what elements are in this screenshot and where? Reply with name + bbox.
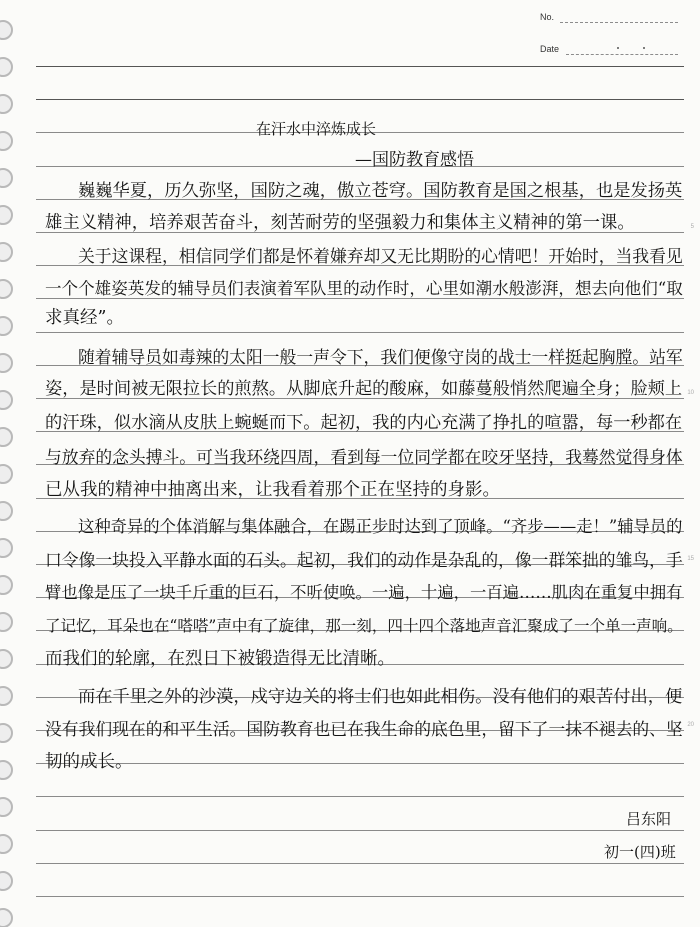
binding-hole (0, 57, 13, 77)
binding-hole (0, 538, 13, 558)
binding-hole (0, 353, 13, 373)
line-number: 5 (690, 224, 694, 230)
essay-line: 臂也像是压了一块千斤重的巨石，不听使唤。一遍，十遍，一百遍……肌肉在重复中拥有 (45, 583, 683, 602)
date-field-line (566, 54, 678, 55)
binding-hole (0, 390, 13, 410)
spiral-binding (0, 0, 22, 927)
binding-hole (0, 94, 13, 114)
line-number: 15 (687, 556, 694, 562)
binding-hole (0, 686, 13, 706)
binding-hole (0, 316, 13, 336)
binding-hole (0, 279, 13, 299)
ruled-line (36, 896, 684, 897)
binding-hole (0, 834, 13, 854)
essay-subtitle: —国防教育感悟 (355, 150, 474, 170)
essay-line: 口令像一块投入平静水面的石头。起初，我们的动作是杂乱的，像一群笨拙的雏鸟，手 (45, 550, 683, 570)
essay-line: 而在千里之外的沙漠，戍守边关的将士们也如此相伤。没有他们的艰苦付出，便 (78, 687, 683, 707)
essay-title: 在汗水中淬炼成长 (256, 120, 377, 138)
essay-line: 一个个雄姿英发的辅导员们表演着军队里的动作时，心里如潮水般澎湃，想去向他们“取 (45, 279, 683, 298)
essay-line: 求真经”。 (45, 308, 124, 328)
date-separator-dot (617, 47, 619, 49)
essay-line: 姿，是时间被无限拉长的煎熬。从脚底升起的酸麻，如藤蔓般悄然爬遍全身；脸颊上 (45, 379, 683, 399)
binding-hole (0, 205, 13, 225)
essay-line: 巍巍华夏，历久弥坚，国防之魂，傲立苍穹。国防教育是国之根基，也是发扬英 (78, 181, 683, 201)
date-label: Date (540, 44, 560, 54)
binding-hole (0, 242, 13, 262)
ruled-line (36, 796, 684, 797)
line-number: 20 (687, 722, 694, 728)
date-separator-dot (643, 47, 645, 49)
essay-line: 的汗珠，似水滴从皮肤上蜿蜒而下。起初，我的内心充满了挣扎的喧嚣，每一秒都在 (45, 413, 683, 433)
no-label: No. (540, 12, 555, 22)
essay-line: 随着辅导员如毒辣的太阳一般一声令下，我们便像守岗的战士一样挺起胸膛。站军 (78, 347, 683, 367)
binding-hole (0, 612, 13, 632)
binding-hole (0, 464, 13, 484)
essay-line: 韧的成长。 (45, 752, 133, 772)
essay-line: 已从我的精神中抽离出来，让我看着那个正在坚持的身影。 (45, 480, 500, 500)
binding-hole (0, 723, 13, 743)
essay-line: 关于这课程，相信同学们都是怀着嫌弃却又无比期盼的心情吧！开始时，当我看见 (78, 246, 683, 266)
binding-hole (0, 649, 13, 669)
binding-hole (0, 575, 13, 595)
line-number: 10 (687, 390, 694, 396)
essay-line: 这种奇异的个体消解与集体融合，在踢正步时达到了顶峰。“齐步——走！”辅导员的 (78, 517, 683, 536)
ruled-line (36, 66, 684, 67)
binding-hole (0, 760, 13, 780)
no-field-line (560, 22, 678, 23)
ruled-line (36, 830, 684, 831)
ruled-line (36, 332, 684, 333)
essay-line: 了记忆，耳朵也在“嗒嗒”声中有了旋律，那一刻，四十四个落地声音汇聚成了一个单一声响。 (45, 617, 683, 635)
ruled-line (36, 863, 684, 864)
binding-hole (0, 908, 13, 927)
ruled-line (36, 99, 684, 100)
binding-hole (0, 20, 13, 40)
binding-hole (0, 797, 13, 817)
binding-hole (0, 168, 13, 188)
author-name: 吕东阳 (626, 810, 672, 828)
class-name: 初一(四)班 (604, 843, 676, 861)
essay-line: 与放弃的念头搏斗。可当我环绕四周，看到每一位同学都在咬牙坚持，我蓦然觉得身体 (45, 447, 683, 467)
binding-hole (0, 871, 13, 891)
binding-hole (0, 427, 13, 447)
essay-line: 雄主义精神，培养艰苦奋斗，刻苦耐劳的坚强毅力和集体主义精神的第一课。 (45, 213, 635, 233)
essay-line: 没有我们现在的和平生活。国防教育也已在我生命的底色里，留下了一抹不褪去的、坚 (45, 719, 683, 739)
binding-hole (0, 131, 13, 151)
essay-line: 而我们的轮廓，在烈日下被锻造得无比清晰。 (45, 649, 395, 669)
ruled-line (36, 763, 684, 764)
binding-hole (0, 501, 13, 521)
